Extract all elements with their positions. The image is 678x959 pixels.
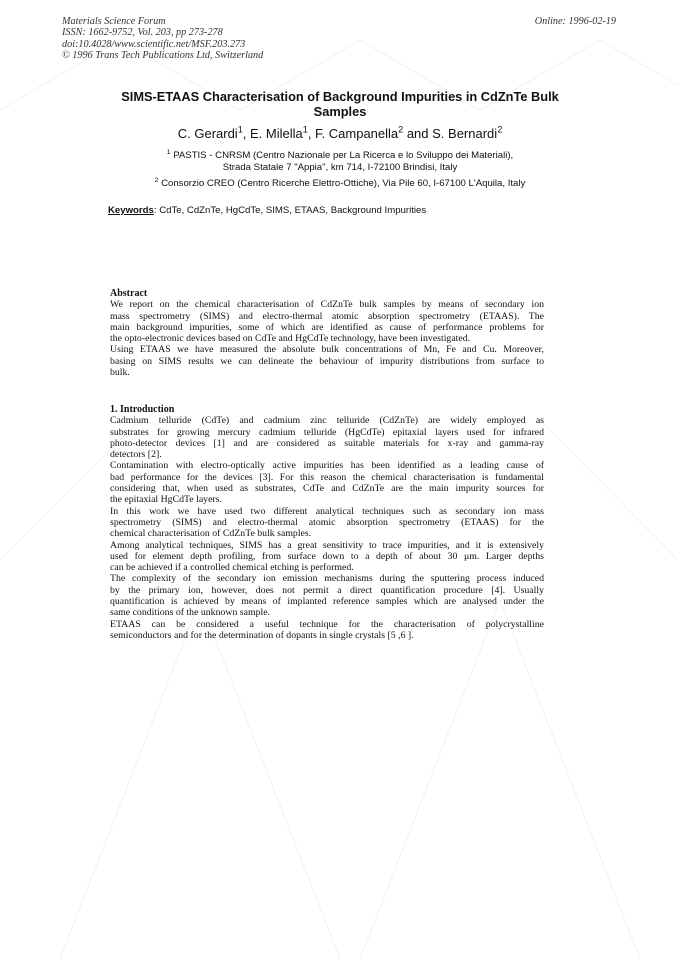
affiliation-1-line-2: Strada Statale 7 "Appia", km 714, I-72100 Brindisi, Italy	[222, 162, 458, 173]
author-list	[60, 126, 620, 141]
introduction-section	[110, 404, 544, 641]
text-line: the epitaxial HgCdTe layers.	[110, 494, 222, 506]
text-line: The complexity of the secondary ion emission mechanisms during the sputtering process induced	[110, 573, 544, 585]
paper-title	[90, 89, 590, 119]
affiliation-2-line-1: Consorzio CREO (Centro Ricerche Elettro-Ottiche), Via Pile 60, I-67100 L'Aquila, Italy	[161, 178, 526, 189]
text-line: Cadmium telluride (CdTe) and cadmium zinc telluride (CdZnTe) are widely employed as	[110, 415, 544, 427]
text-line: In this work we have used two different analytical techniques such as secondary ion mass	[110, 505, 544, 517]
text-line: same conditions of the unknown sample.	[110, 607, 270, 619]
text-line: used for element depth profiling, from surface down to a depth of about 30 μm. Larger depths	[110, 550, 544, 562]
title-line-1: SIMS-ETAAS Characterisation of Background Impurities in CdZnTe Bulk	[121, 89, 559, 104]
text-line: photo-detector devices [1] and are considered as suitable materials for x-ray and gamma-ray	[110, 437, 544, 449]
text-line: substrates for growing mercury cadmium telluride (HgCdTe) epitaxial layers used for infrared	[110, 426, 544, 438]
introduction-heading: 1. Introduction	[110, 404, 175, 415]
author-name: F. Campanella$^2$	[315, 124, 404, 141]
author-affiliation-marker: 2	[497, 124, 503, 135]
affiliation-2-marker: 2	[154, 176, 159, 184]
keywords-text: : CdTe, CdZnTe, HgCdTe, SIMS, ETAAS, Background Impurities	[153, 205, 427, 216]
text-line: spectrometry (SIMS) and electro-thermal atomic absorption spectrometry (ETAAS) for the	[110, 516, 544, 528]
issn-line: ISSN: 1662-9752, Vol. 203, pp 273-278	[62, 27, 223, 39]
affiliation-1-marker: 1	[166, 148, 171, 156]
author-name: E. Milella$^1$	[250, 124, 308, 141]
text-line: Using ETAAS we have measured the absolute bulk concentrations of Mn, Fe and Cu. Moreover,	[110, 344, 544, 356]
text-line: We report on the chemical characterisation of CdZnTe bulk samples by means of secondary ion	[110, 299, 544, 311]
text-line: main background impurities, some of which are identified as cause of performance problems for	[110, 321, 544, 333]
title-line-2: Samples	[313, 104, 367, 119]
author-separator: ,	[242, 126, 250, 141]
text-line: can be achieved if a controlled chemical etching is performed.	[110, 562, 354, 574]
text-line: mass spectrometry (SIMS) and electro-thermal atomic absorption spectrometry (ETAAS). The	[110, 310, 544, 322]
text-line: ETAAS can be considered a useful technique for the characterisation of polycrystalline	[110, 618, 544, 630]
text-line: chemical characterisation of CdZnTe bulk samples.	[110, 528, 312, 540]
copyright-line: © 1996 Trans Tech Publications Ltd, Switzerland	[62, 50, 264, 62]
introduction-body	[110, 415, 544, 641]
author-name: C. Gerardi$^1$	[177, 124, 243, 141]
text-line: by the primary ion, however, does not permit a direct quantification procedure [4]. Usually	[110, 584, 544, 596]
journal-name: Materials Science Forum	[62, 16, 166, 27]
affiliation-1-line-1: PASTIS - CNRSM (Centro Nazionale per La Ricerca e lo Sviluppo dei Materiali),	[173, 150, 514, 161]
text-line: semiconductors and for the determination of dopants in single crystals [5 ,6 ].	[110, 629, 414, 641]
abstract-body	[110, 299, 544, 378]
text-line: bulk.	[110, 367, 130, 379]
affiliation-2	[60, 178, 620, 190]
keywords-line	[108, 205, 426, 216]
author-separator: and	[403, 126, 433, 141]
author-affiliation-marker: 2	[398, 124, 404, 135]
text-line: the opto-electronic devices based on CdTe and HgCdTe technology, have been investigated.	[110, 333, 471, 345]
online-date: Online: 1996-02-19	[534, 16, 616, 27]
text-line: considering that, when used as substrates, CdTe and CdZnTe are the main impurity sources for	[110, 483, 544, 495]
abstract-heading: Abstract	[110, 288, 148, 299]
text-line: basing on SIMS results we can delineate the behaviour of impurity distributions from surface to	[110, 355, 544, 367]
author-name: S. Bernardi$^2$	[432, 124, 503, 141]
affiliation-1	[60, 150, 620, 174]
journal-header	[62, 16, 263, 62]
author-separator: ,	[307, 126, 316, 141]
abstract-section	[110, 288, 544, 378]
text-line: detectors [2].	[110, 449, 162, 461]
text-line: bad performance for the devices [3]. For this reason the chemical characterisation is fundamental	[110, 471, 544, 483]
doi-link[interactable]: doi:10.4028/www.scientific.net/MSF.203.273	[62, 38, 246, 50]
keywords-label: Keywords	[108, 205, 154, 216]
text-line: Among analytical techniques, SIMS has a great sensitivity to trace impurities, and it is extensively	[110, 539, 544, 551]
text-line: quantification is achieved by means of implanted reference samples which are analysed under the	[110, 596, 544, 608]
author-affiliation-marker: 1	[302, 124, 308, 135]
text-line: Contamination with electro-optically active impurities has been identified as a leading cause of	[110, 460, 544, 472]
author-affiliation-marker: 1	[237, 124, 243, 135]
